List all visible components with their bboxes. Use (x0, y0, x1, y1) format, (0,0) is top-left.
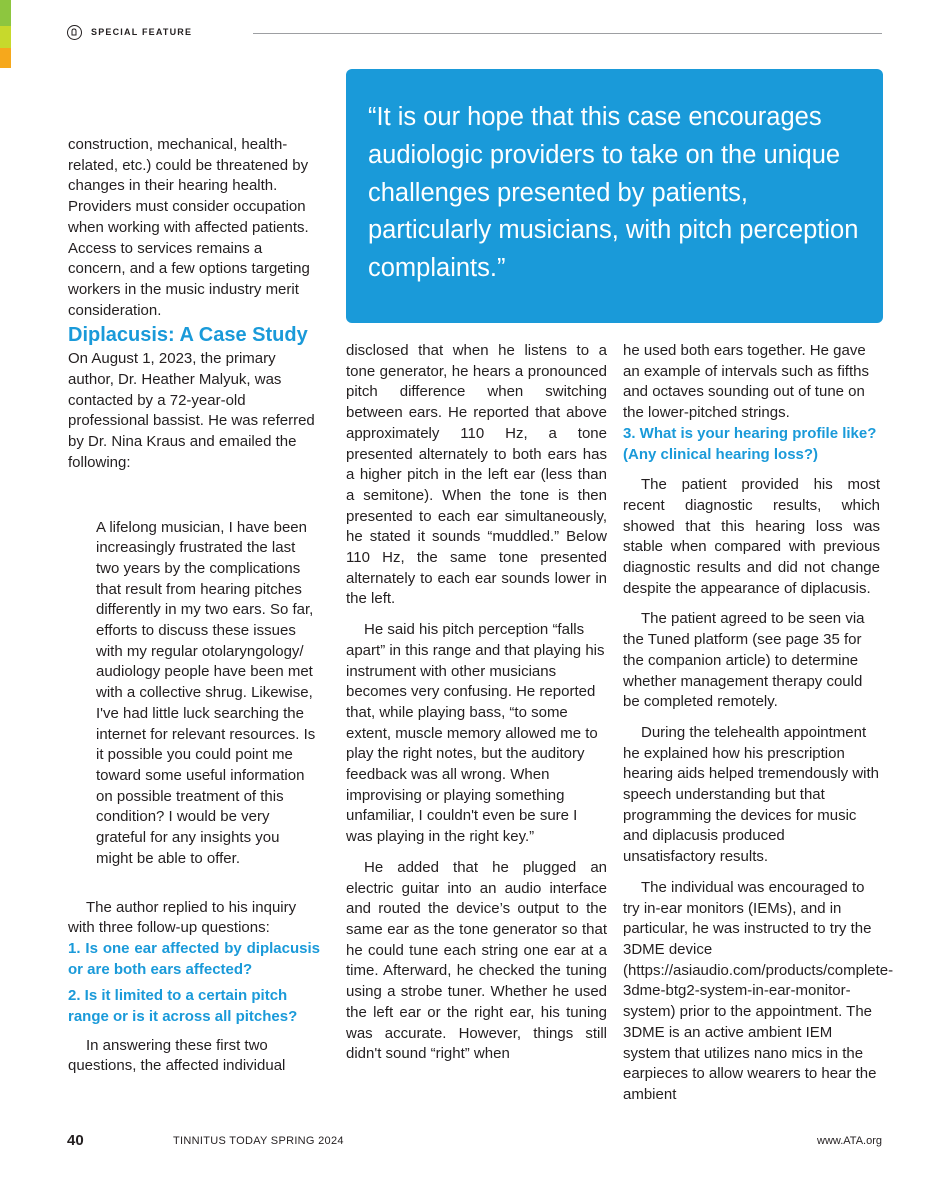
pull-quote-box (346, 69, 883, 323)
question-heading: 1. Is one ear affected by diplacusis or are both ears affected? (68, 939, 320, 978)
paragraph: In answering these first two questions, the affected individual (68, 1036, 286, 1075)
paragraph: disclosed that when he listens to a tone generator, he hears a pronounced pitch difference when switching between ears. He reported that above approximately 110 Hz, a tone presented alternately to both ears has a higher pitch in the left ear (less than a semitone). When the tone is then presented to each ear simultaneously, he stated it sounds “muddled.” Below 110 Hz, the same tone presented alternately to each ear sounds lower in the left. (346, 342, 607, 608)
edge-color-bar-orange (0, 48, 11, 68)
paragraph: construction, mechanical, health-related, etc.) could be threatened by changes in their hearing health. Providers must consider occupation when working with affected patients. Access to services remains a concern, and a few options targeting workers in the music industry merit consideration. (68, 136, 310, 319)
paragraph: he used both ears together. He gave an example of intervals such as fifths and octaves sounding out of tune on the lower-pitched strings. (623, 342, 869, 422)
page-header (67, 24, 882, 44)
page-number: 40 (67, 1132, 84, 1149)
column-2 (346, 341, 607, 1065)
paragraph: The patient provided his most recent diagnostic results, which showed that this hearing loss was stable when compared with previous diagnostic results and did not change despite the appearance of diplacusis. (623, 476, 880, 597)
column-3 (623, 341, 894, 1106)
paragraph: The individual was encouraged to try in-ear monitors (IEMs), and in particular, he was instructed to try the 3DME device (https://asiaudio.com/products/complete-3dme-btg2-system-in-ear-monitor-system) prior to the appointment. The 3DME is an active ambient IEM system that utilizes nano mics in the earpieces to allow wearers to hear the ambient (623, 878, 894, 1103)
question-heading: 3. What is your hearing profile like? (Any clinical hearing loss?) (623, 424, 877, 463)
publication-name: TINNITUS TODAY SPRING 2024 (173, 1135, 344, 1147)
column-1 (68, 135, 320, 1077)
pull-quote: “It is our hope that this case encourages audiologic providers to take on the unique challenges presented by patients, particularly musicians, with pitch perception complaints.” (368, 103, 859, 283)
paragraph: He said his pitch perception “falls apart” in this range and that playing his instrument with other musicians becomes very confusing. He reported that, while playing bass, “to some extent, muscle memory allowed me to play the right notes, but the auditory feedback was all wrong. When improvising or playing something unfamiliar, I couldn't even be sure I was playing in the right key.” (346, 621, 605, 846)
section-heading: Diplacusis: A Case Study (68, 324, 308, 347)
paragraph: During the telehealth appointment he explained how his prescription hearing aids helped tremendously with speech understanding but that programming the devices for music and diplacusis produced unsatisfactory results. (623, 723, 879, 866)
paragraph: On August 1, 2023, the primary author, Dr. Heather Malyuk, was contacted by a 72-year-old professional bassist. He was referred by Dr. Nina Kraus and emailed the following: (68, 350, 315, 471)
paragraph: The author replied to his inquiry with three follow-up questions: (68, 898, 297, 937)
website-link[interactable]: www.ATA.org (817, 1135, 882, 1147)
header-rule (253, 33, 882, 34)
section-label: SPECIAL FEATURE (91, 27, 193, 37)
page-footer (67, 1132, 882, 1152)
email-blockquote: A lifelong musician, I have been increasingly frustrated the last two years by the complications that result from hearing pitches differently in my two ears. So far, efforts to discuss these issues with my regular otolaryngology/ audiology people have been met with a collective shrug. Likewise, I've had little luck searching the internet for relevant resources. Is it possible you could point me toward some useful information on possible treatment of this condition? I would be very grateful for any insights you might be able to offer. (96, 518, 316, 867)
paragraph: The patient agreed to be seen via the Tuned platform (see page 35 for the companion article) to determine whether management therapy could be completed remotely. (623, 610, 865, 711)
question-heading: 2. Is it limited to a certain pitch range or is it across all pitches? (68, 987, 298, 1026)
edge-color-bar-lime (0, 26, 11, 48)
paragraph: He added that he plugged an electric guitar into an audio interface and routed the device’s output to the same ear as the tone generator so that he could tune each string one ear at a time. Afterward, he checked the tuning using a strobe tuner. Whether he used the left ear or the right ear, his tuning was accurate. However, things still didn't sound “right” when (346, 858, 607, 1063)
edge-color-bar-green (0, 0, 11, 26)
ear-icon (67, 25, 82, 40)
